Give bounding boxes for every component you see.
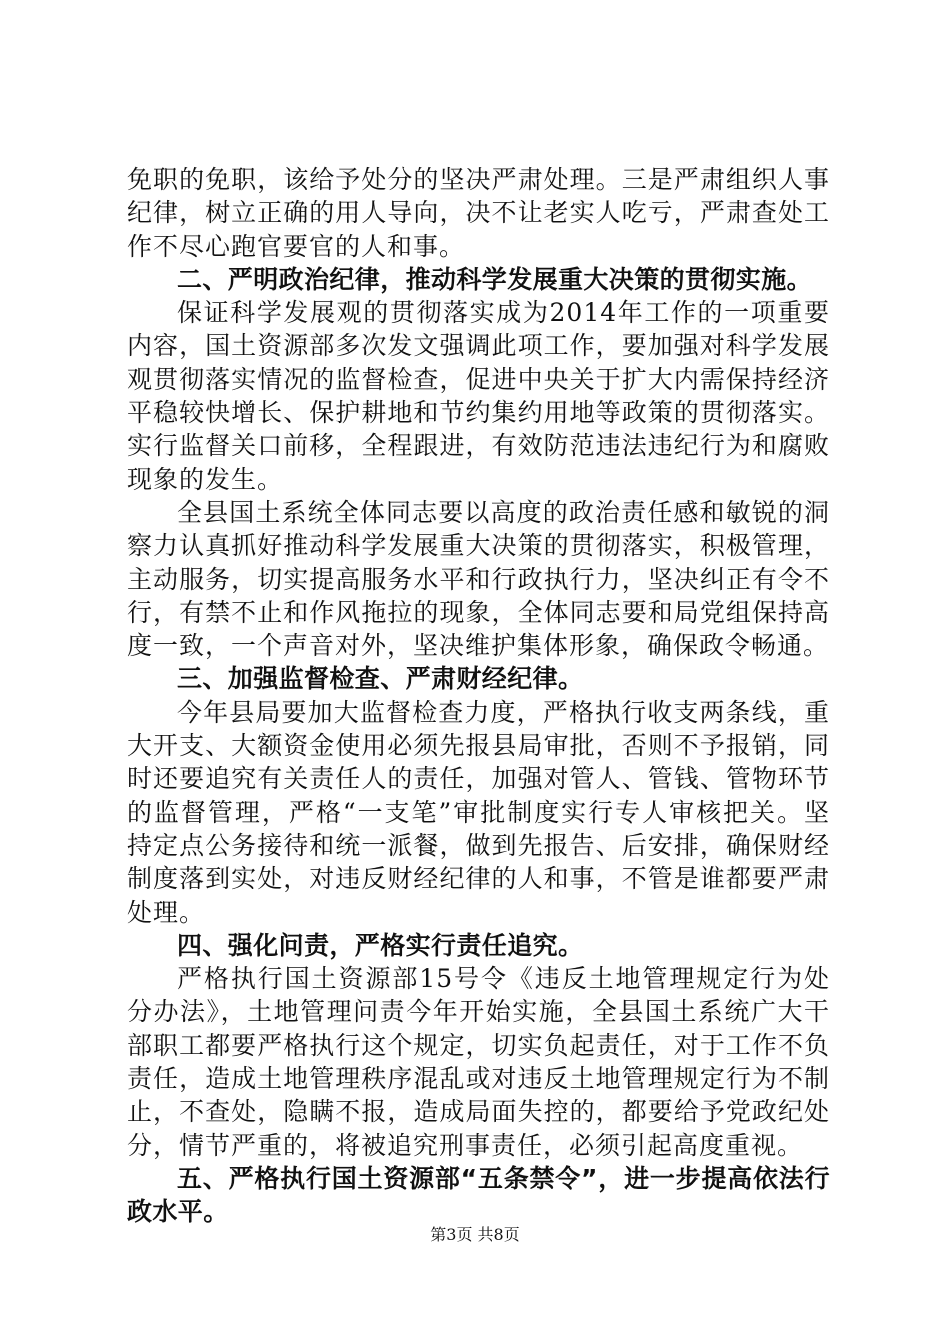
paragraph-section-2-b: 全县国土系统全体同志要以高度的政治责任感和敏锐的洞察力认真抓好推动科学发展重大决策的贯彻落实，积极管理，主动服务，切实提高服务水平和行政执行力，坚决纠正有令不行，有禁不止和作风拖拉的现象，全体同志要和局党组保持高度一致，一个声音对外，坚决维护集体形象，确保政令畅通。 [127, 497, 830, 661]
paragraph-section-3: 今年县局要加大监督检查力度，严格执行收支两条线，重大开支、大额资金使用必须先报县局审批，否则不予报销，同时还要追究有关责任人的责任，加强对管人、管钱、管物环节的监督管理，严格“一支笔”审批制度实行专人审核把关。坚持定点公务接待和统一派餐，做到先报告、后安排，确保财经制度落到实处，对违反财经纪律的人和事，不管是谁都要严肃处理。 [127, 697, 830, 927]
page-footer: 第3页 共8页 [430, 1225, 520, 1244]
section-heading-4: 四、强化问责，严格实行责任追究。 [177, 930, 584, 960]
document-body [127, 163, 830, 1229]
section-heading-3: 三、加强监督检查、严肃财经纪律。 [177, 664, 584, 694]
paragraph-section-4: 严格执行国土资源部15号令《违反土地管理规定行为处分办法》，土地管理问责今年开始实施，全县国土系统广大干部职工都要严格执行这个规定，切实负起责任，对于工作不负责任，造成土地管理秩序混乱或对违反土地管理规定行为不制止，不查处，隐瞒不报，造成局面失控的，都要给予党政纪处分，情节严重的，将被追究刑事责任，必须引起高度重视。 [127, 964, 830, 1160]
paragraph-section-2-a: 保证科学发展观的贯彻落实成为2014年工作的一项重要内容，国土资源部多次发文强调此项工作，要加强对科学发展观贯彻落实情况的监督检查，促进中央关于扩大内需保持经济平稳较快增长、保护耕地和节约集约用地等政策的贯彻落实。实行监督关口前移，全程跟进，有效防范违法违纪行为和腐败现象的发生。 [127, 298, 830, 494]
section-heading-5: 五、严格执行国土资源部“五条禁令”，进一步提高依法行政水平。 [127, 1163, 830, 1227]
section-heading-2: 二、严明政治纪律，推动科学发展重大决策的贯彻实施。 [177, 264, 813, 294]
paragraph-continuation: 免职的免职，该给予处分的坚决严肃处理。三是严肃组织人事纪律，树立正确的用人导向，决不让老实人吃亏，严肃查处工作不尽心跑官要官的人和事。 [127, 165, 830, 261]
